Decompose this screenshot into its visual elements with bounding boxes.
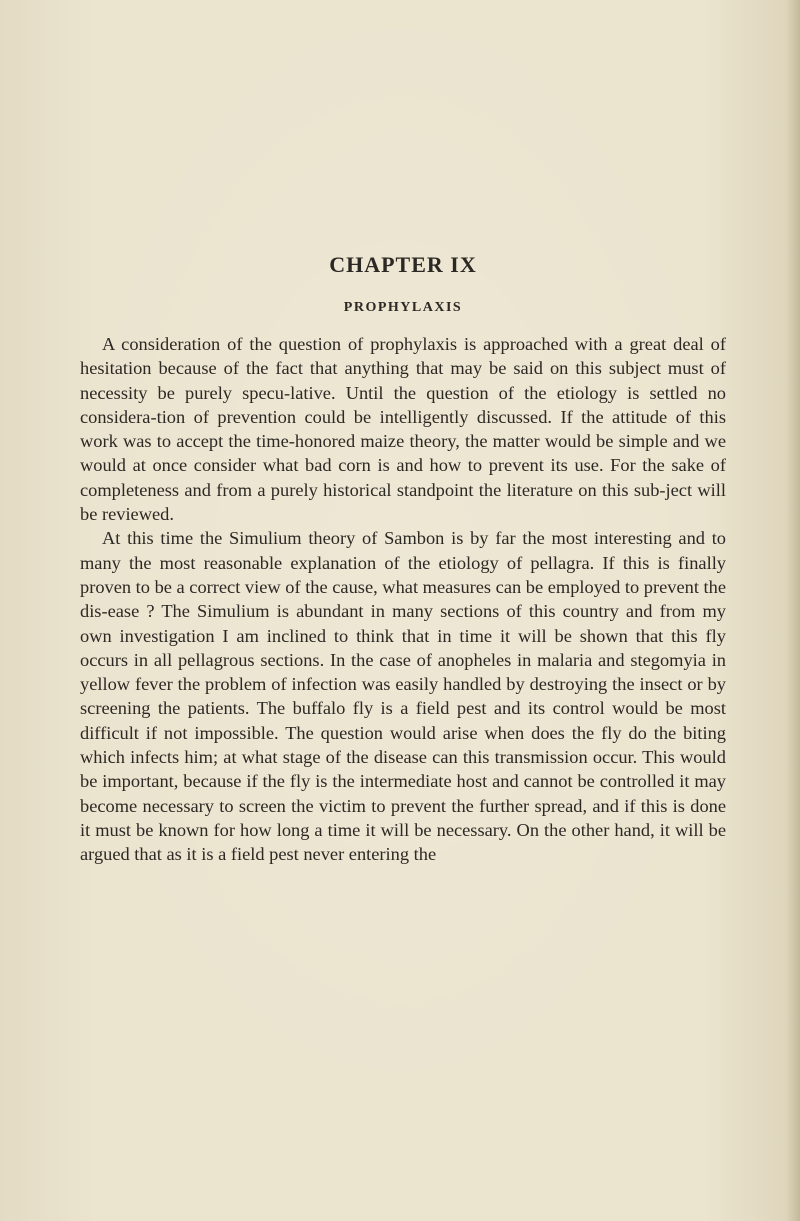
paragraph-2: At this time the Simulium theory of Sambon is by far the most interesting and to many the most reasonable explanation of the etiology of pellagra. If this is finally proven to be a correct view of the cause, what measures can be employed to prevent the dis-ease ? The Simulium is abundant in many sections of this country and from my own investigation I am inclined to think that in time it will be shown that this fly occurs in all pellagrous sections. In the case of anopheles in malaria and stegomyia in yellow fever the problem of infection was easily handled by destroying the insect or by screening the patients. The buffalo fly is a field pest and its control would be most difficult if not impossible. The question would arise when does the fly do the biting which infects him; at what stage of the disease can this transmission occur. This would be important, because if the fly is the intermediate host and cannot be controlled it may become necessary to screen the victim to prevent the further spread, and if this is done it must be known for how long a time it will be necessary. On the other hand, it will be argued that as it is a field pest never entering the [80, 528, 726, 865]
chapter-title: CHAPTER IX [329, 252, 477, 277]
paragraph-1: A consideration of the question of prophylaxis is approached with a great deal of hesitation because of the fact that anything that may be said on this subject must of necessity be purely specu-lative. Until the question of the etiology is settled no considera-tion of prevention could be intelligently discussed. If the attitude of this work was to accept the time-honored maize theory, the matter would be simple and we would at once consider what bad corn is and how to prevent its use. For the sake of completeness and from a purely historical standpoint the literature on this sub-ject will be reviewed. [80, 334, 726, 525]
page-edge-shadow [786, 0, 800, 1221]
chapter-subtitle: PROPHYLAXIS [343, 300, 463, 315]
page-content [80, 250, 726, 867]
